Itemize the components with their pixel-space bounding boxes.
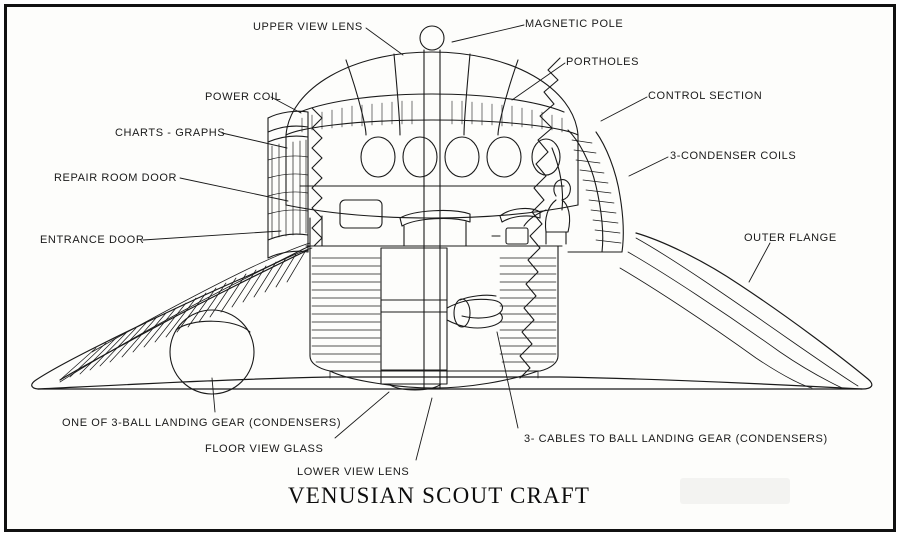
- callout-cables-landing-gear: 3- CABLES TO BALL LANDING GEAR (CONDENSERS): [524, 433, 828, 445]
- leader-entrance-door: [143, 231, 281, 240]
- leader-charts-graphs: [222, 133, 287, 148]
- porthole-4: [487, 137, 521, 177]
- porthole-3: [445, 137, 479, 177]
- callout-floor-view-glass: FLOOR VIEW GLASS: [205, 443, 324, 455]
- callout-upper-view-lens: UPPER VIEW LENS: [253, 21, 363, 33]
- control-section: [552, 130, 623, 252]
- dome-ribs: [302, 101, 562, 132]
- hull-flange: [32, 233, 872, 389]
- condenser-coils: [572, 140, 621, 243]
- leader-lower-view-lens: [416, 398, 432, 460]
- charts-graphs-grid: [268, 140, 308, 238]
- lower-lens-housing: [381, 248, 447, 390]
- figure-title: VENUSIAN SCOUT CRAFT: [288, 483, 591, 508]
- leader-upper-view-lens: [366, 28, 403, 55]
- porthole-row: [361, 137, 560, 177]
- paper-smudge: [680, 478, 790, 504]
- dome: [286, 52, 578, 135]
- callout-entrance-door: ENTRANCE DOOR: [40, 234, 145, 246]
- lower-hub: [306, 246, 562, 388]
- leader-ball-landing-gear: [212, 378, 215, 412]
- callout-control-section: CONTROL SECTION: [648, 90, 763, 102]
- callout-ball-landing-gear: ONE OF 3-BALL LANDING GEAR (CONDENSERS): [62, 417, 342, 429]
- callout-condenser-coils: 3-CONDENSER COILS: [670, 150, 797, 162]
- hub-hatching-left: [312, 258, 380, 362]
- cables-assembly: [447, 295, 503, 328]
- power-coil-block: [268, 111, 308, 258]
- leader-floor-view-glass: [335, 392, 389, 438]
- porthole-1: [361, 137, 395, 177]
- pole-sphere: [420, 26, 444, 50]
- hub-hatching-right: [500, 258, 556, 362]
- leader-outer-flange: [749, 243, 770, 282]
- callout-outer-flange: OUTER FLANGE: [744, 232, 837, 244]
- porthole-2: [403, 137, 437, 177]
- flange-contours-right: [620, 238, 858, 388]
- callout-power-coil: POWER COIL: [205, 91, 282, 103]
- flange-hatching-left: [60, 243, 312, 382]
- callout-magnetic-pole: MAGNETIC POLE: [525, 18, 624, 30]
- cutaway-torn-edge-left: [312, 108, 322, 246]
- leader-control-section: [601, 97, 647, 121]
- leader-magnetic-pole: [452, 25, 524, 42]
- callout-repair-room-door: REPAIR ROOM DOOR: [54, 172, 178, 184]
- callout-charts-graphs: CHARTS - GRAPHS: [115, 127, 226, 139]
- leader-condenser-coils: [629, 157, 668, 176]
- callout-lower-view-lens: LOWER VIEW LENS: [297, 466, 410, 478]
- callout-portholes: PORTHOLES: [566, 56, 640, 68]
